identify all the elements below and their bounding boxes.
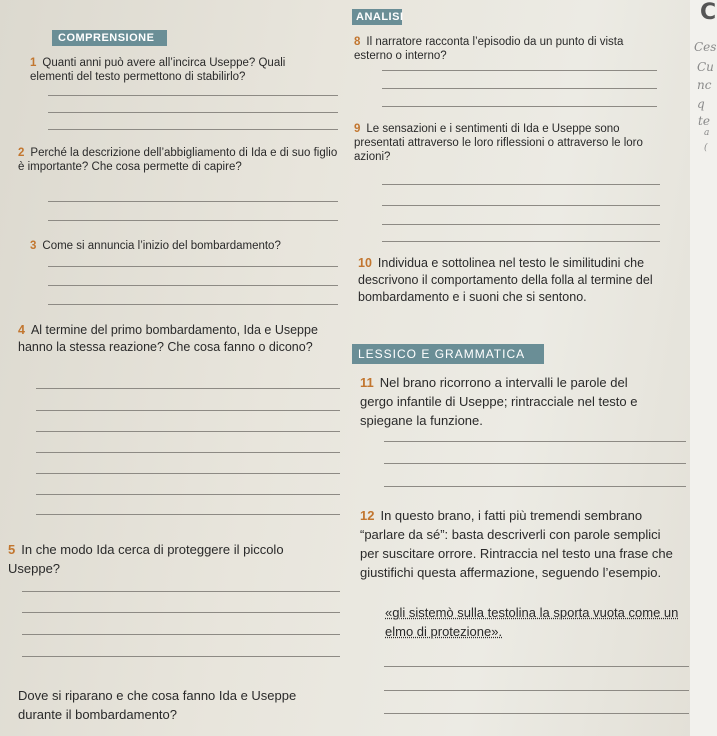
- example-sentence: «gli sistemò sulla testolina la sporta vuota come un elmo di protezione».: [385, 605, 679, 639]
- section-tag-analisi: ANALISI: [352, 9, 402, 25]
- answer-line: [22, 656, 340, 657]
- question-6: Dove si riparano e che cosa fanno Ida e Useppe durante il bombardamento?: [18, 688, 297, 722]
- facing-page-letter: C: [700, 0, 717, 25]
- answer-line: [36, 514, 340, 515]
- section-tag-comprensione: COMPRENSIONE: [52, 30, 167, 46]
- margin-note: q: [697, 97, 705, 111]
- answer-line: [48, 201, 338, 202]
- section-tag-lessico: LESSICO E GRAMMATICA: [352, 344, 544, 364]
- answer-line: [382, 88, 657, 89]
- answer-line: [384, 713, 689, 714]
- question-2: 2 Perché la descrizione dell’abbigliamento di Ida e di suo figlio è importante? Che cosa permette di capire?: [18, 147, 338, 173]
- answer-line: [382, 224, 660, 225]
- answer-line: [382, 106, 657, 107]
- margin-note: a: [704, 128, 710, 138]
- answer-line: [384, 666, 689, 667]
- answer-line: [48, 129, 338, 130]
- answer-line: [22, 634, 340, 635]
- answer-line: [48, 266, 338, 267]
- answer-line: [36, 473, 340, 474]
- margin-note: te: [698, 114, 710, 128]
- answer-line: [48, 220, 338, 221]
- margin-note: Ces: [694, 40, 717, 54]
- answer-line: [22, 591, 340, 592]
- question-12: 12 In questo brano, i fatti più tremendi sembrano “parlare da sé”: basta descriverli con parole semplici per suscitare orrore. Rintraccia nel testo una frase che giustifichi questa affermazione, seguendo l’esempio.: [360, 508, 673, 580]
- question-11: 11 Nel brano ricorrono a intervalli le parole del gergo infantile di Useppe; rintracciale nel testo e spiegane la funzione.: [360, 375, 638, 428]
- answer-line: [48, 304, 338, 305]
- answer-line: [48, 285, 338, 286]
- answer-line: [22, 612, 340, 613]
- answer-line: [382, 205, 660, 206]
- answer-line: [36, 410, 340, 411]
- answer-line: [48, 95, 338, 96]
- question-4: 4 Al termine del primo bombardamento, Ida e Useppe hanno la stessa reazione? Che cosa fanno o dicono?: [18, 323, 318, 354]
- answer-line: [36, 388, 340, 389]
- answer-line: [36, 431, 340, 432]
- question-3: 3 Come si annuncia l’inizio del bombardamento?: [30, 240, 281, 252]
- margin-note: (: [704, 143, 708, 153]
- question-9: 9 Le sensazioni e i sentimenti di Ida e Useppe sono presentati attraverso le loro riflessioni o attraverso le loro azioni?: [354, 123, 643, 163]
- margin-note: Cu: [697, 60, 714, 74]
- answer-line: [382, 70, 657, 71]
- answer-line: [384, 441, 686, 442]
- margin-note: nc: [697, 78, 712, 92]
- answer-line: [48, 112, 338, 113]
- question-1: 1 Quanti anni può avere all’incirca Useppe? Quali elementi del testo permettono di stabilirlo?: [30, 57, 286, 83]
- answer-line: [384, 690, 689, 691]
- question-5: 5 In che modo Ida cerca di proteggere il piccolo Useppe?: [8, 542, 284, 576]
- answer-line: [382, 241, 660, 242]
- question-8: 8 Il narratore racconta l’episodio da un punto di vista esterno o interno?: [354, 36, 624, 62]
- answer-line: [384, 486, 686, 487]
- answer-line: [382, 184, 660, 185]
- answer-line: [384, 463, 686, 464]
- answer-line: [36, 452, 340, 453]
- answer-line: [36, 494, 340, 495]
- question-10: 10 Individua e sottolinea nel testo le similitudini che descrivono il comportamento della folla al termine del bombardamento e i suoni che si sentono.: [358, 256, 653, 304]
